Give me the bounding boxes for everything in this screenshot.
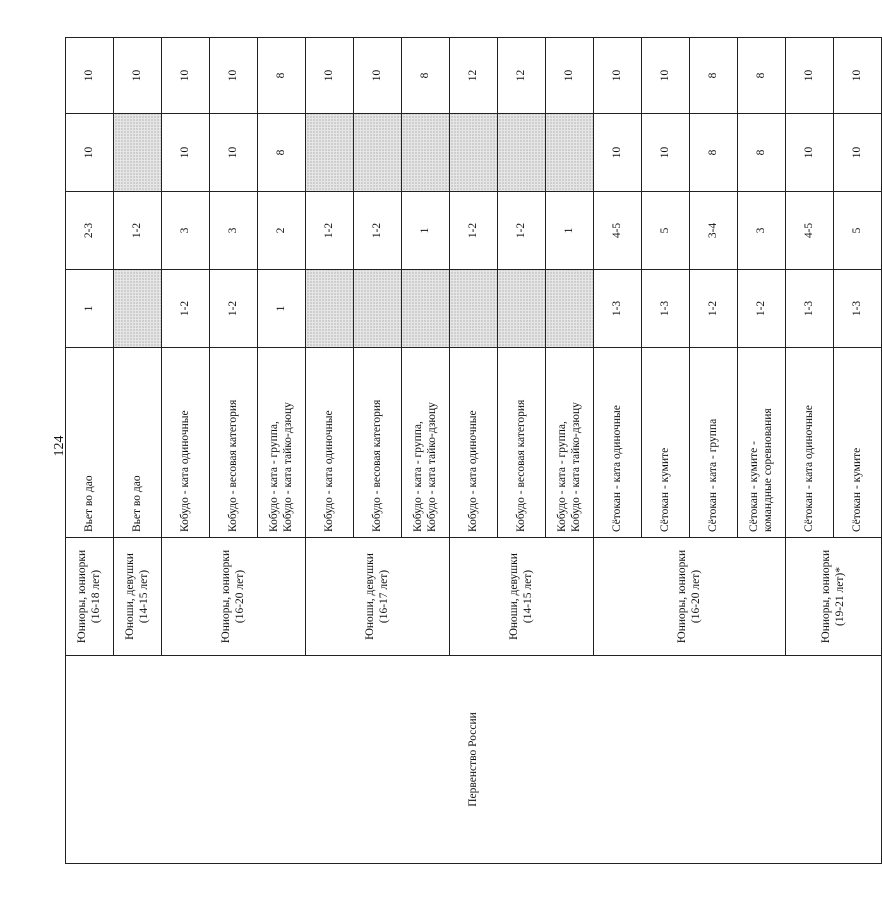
value-cell-c2: 1 [546, 192, 594, 270]
value-cell-c1: 1-2 [210, 270, 258, 348]
discipline-cell [402, 348, 450, 538]
age-group-cell-line: Юниоры, юниорки [219, 549, 232, 644]
discipline-cell-line: Кобудо - ката - группа, [411, 421, 424, 532]
value-cell-c2: 3 [210, 192, 258, 270]
value-cell-c2: 1-2 [114, 192, 162, 270]
age-group-cell-line: (16-17 лет) [377, 569, 390, 624]
discipline-cell-line: Кобудо - ката одиночные [322, 410, 335, 532]
value-cell-c2: 3-4 [690, 192, 738, 270]
value-cell-c3: 10 [786, 114, 834, 192]
age-group-cell [594, 538, 786, 656]
value-cell-c3 [306, 114, 354, 192]
discipline-cell-line: Кобудо - ката - группа, [555, 421, 568, 532]
discipline-cell [738, 348, 786, 538]
table-row [66, 38, 114, 864]
discipline-cell-line: Сётокан - кумите [850, 447, 863, 532]
discipline-cell-line: Кобудо - весовая категория [370, 399, 383, 532]
value-cell-c1 [114, 270, 162, 348]
discipline-cell-line: Сётокан - кумите [658, 447, 671, 532]
value-cell-c4: 10 [834, 38, 882, 114]
value-cell-c2: 3 [162, 192, 210, 270]
discipline-cell-line: Сётокан - кумите - [747, 441, 760, 532]
value-cell-c2: 1-2 [498, 192, 546, 270]
value-cell-c4: 10 [210, 38, 258, 114]
age-group-cell-line: Юноши, девушки [363, 553, 376, 640]
age-group-cell-line: (14-15 лет) [521, 569, 534, 624]
discipline-cell-line: Кобудо - ката одиночные [466, 410, 479, 532]
value-cell-c1: 1-2 [162, 270, 210, 348]
age-group-cell-line: (16-18 лет) [89, 569, 102, 624]
value-cell-c2: 1-2 [450, 192, 498, 270]
value-cell-c3 [546, 114, 594, 192]
value-cell-c3 [498, 114, 546, 192]
value-cell-c3: 8 [258, 114, 306, 192]
page-number: 124 [52, 435, 67, 457]
discipline-cell-line: Сётокан - ката одиночные [610, 405, 623, 532]
value-cell-c2: 5 [834, 192, 882, 270]
discipline-cell-line: Кобудо - весовая категория [226, 399, 239, 532]
value-cell-c4: 8 [402, 38, 450, 114]
value-cell-c4: 8 [690, 38, 738, 114]
value-cell-c2: 5 [642, 192, 690, 270]
value-cell-c2: 4-5 [594, 192, 642, 270]
discipline-cell [546, 348, 594, 538]
sports-ranking-table [65, 37, 882, 864]
value-cell-c3 [354, 114, 402, 192]
value-cell-c1: 1 [66, 270, 114, 348]
value-cell-c4: 12 [498, 38, 546, 114]
value-cell-c1: 1-3 [594, 270, 642, 348]
value-cell-c1 [402, 270, 450, 348]
value-cell-c3: 10 [594, 114, 642, 192]
discipline-cell-line: Кобудо - ката тайко-дзюцу [425, 402, 438, 532]
discipline-cell [834, 348, 882, 538]
age-group-cell-line: Юниоры, юниорки [75, 549, 88, 644]
value-cell-c4: 10 [642, 38, 690, 114]
age-group-cell-line: (16-20 лет) [233, 569, 246, 624]
discipline-cell-line: Кобудо - ката - группа, [267, 421, 280, 532]
age-group-cell [450, 538, 594, 656]
discipline-cell [66, 348, 114, 538]
discipline-cell-line: Кобудо - ката одиночные [178, 410, 191, 532]
discipline-cell-line: Кобудо - ката тайко-дзюцу [569, 402, 582, 532]
value-cell-c3: 10 [66, 114, 114, 192]
value-cell-c3: 10 [642, 114, 690, 192]
age-group-cell-line: Юноши, девушки [123, 553, 136, 640]
value-cell-c1 [306, 270, 354, 348]
value-cell-c4: 8 [738, 38, 786, 114]
age-group-cell-line: (16-20 лет) [689, 569, 702, 624]
value-cell-c3: 10 [834, 114, 882, 192]
discipline-cell [258, 348, 306, 538]
value-cell-c3: 8 [690, 114, 738, 192]
value-cell-c1: 1 [258, 270, 306, 348]
value-cell-c3 [450, 114, 498, 192]
discipline-cell-line: Вьет во дао [82, 475, 95, 532]
value-cell-c4: 10 [306, 38, 354, 114]
value-cell-c2: 1 [402, 192, 450, 270]
value-cell-c3 [402, 114, 450, 192]
value-cell-c1: 1-2 [690, 270, 738, 348]
value-cell-c4: 8 [258, 38, 306, 114]
value-cell-c3: 8 [738, 114, 786, 192]
discipline-cell-line: Сётокан - ката - группа [706, 418, 719, 532]
value-cell-c4: 10 [786, 38, 834, 114]
discipline-cell [210, 348, 258, 538]
value-cell-c1: 1-3 [834, 270, 882, 348]
value-cell-c3: 10 [210, 114, 258, 192]
age-group-cell-line: Юноши, девушки [507, 553, 520, 640]
value-cell-c4: 10 [66, 38, 114, 114]
age-group-cell [114, 538, 162, 656]
discipline-cell [450, 348, 498, 538]
age-group-cell [66, 538, 114, 656]
value-cell-c4: 10 [162, 38, 210, 114]
value-cell-c1 [450, 270, 498, 348]
age-group-cell-line: Юниоры, юниорки [819, 549, 832, 644]
age-group-cell [162, 538, 306, 656]
value-cell-c1 [354, 270, 402, 348]
event-name-cell: Первенство России [66, 656, 882, 864]
value-cell-c2: 1-2 [354, 192, 402, 270]
value-cell-c2: 2-3 [66, 192, 114, 270]
value-cell-c1: 1-3 [786, 270, 834, 348]
value-cell-c2: 2 [258, 192, 306, 270]
discipline-cell [354, 348, 402, 538]
age-group-cell-line: Юниоры, юниорки [675, 549, 688, 644]
table-body [66, 38, 882, 864]
discipline-cell-line: командные соревнования [761, 408, 774, 532]
age-group-cell-line: (14-15 лет) [137, 569, 150, 624]
age-group-cell [786, 538, 882, 656]
value-cell-c2: 3 [738, 192, 786, 270]
value-cell-c4: 12 [450, 38, 498, 114]
discipline-cell-line: Вьет во дао [130, 475, 143, 532]
value-cell-c1: 1-3 [642, 270, 690, 348]
discipline-cell [690, 348, 738, 538]
discipline-cell [642, 348, 690, 538]
age-group-cell [306, 538, 450, 656]
discipline-cell-line: Сётокан - ката одиночные [802, 405, 815, 532]
discipline-cell [594, 348, 642, 538]
value-cell-c4: 10 [354, 38, 402, 114]
value-cell-c4: 10 [546, 38, 594, 114]
discipline-cell [786, 348, 834, 538]
discipline-cell [306, 348, 354, 538]
value-cell-c4: 10 [594, 38, 642, 114]
value-cell-c2: 1-2 [306, 192, 354, 270]
value-cell-c3: 10 [162, 114, 210, 192]
age-group-cell-line: (19-21 лет)* [833, 567, 846, 626]
rotated-table-container [65, 38, 863, 864]
value-cell-c2: 4-5 [786, 192, 834, 270]
discipline-cell [498, 348, 546, 538]
discipline-cell [114, 348, 162, 538]
discipline-cell-line: Кобудо - ката тайко-дзюцу [281, 402, 294, 532]
value-cell-c1: 1-2 [738, 270, 786, 348]
discipline-cell-line: Кобудо - весовая категория [514, 399, 527, 532]
value-cell-c4: 10 [114, 38, 162, 114]
value-cell-c1 [498, 270, 546, 348]
value-cell-c3 [114, 114, 162, 192]
discipline-cell [162, 348, 210, 538]
value-cell-c1 [546, 270, 594, 348]
